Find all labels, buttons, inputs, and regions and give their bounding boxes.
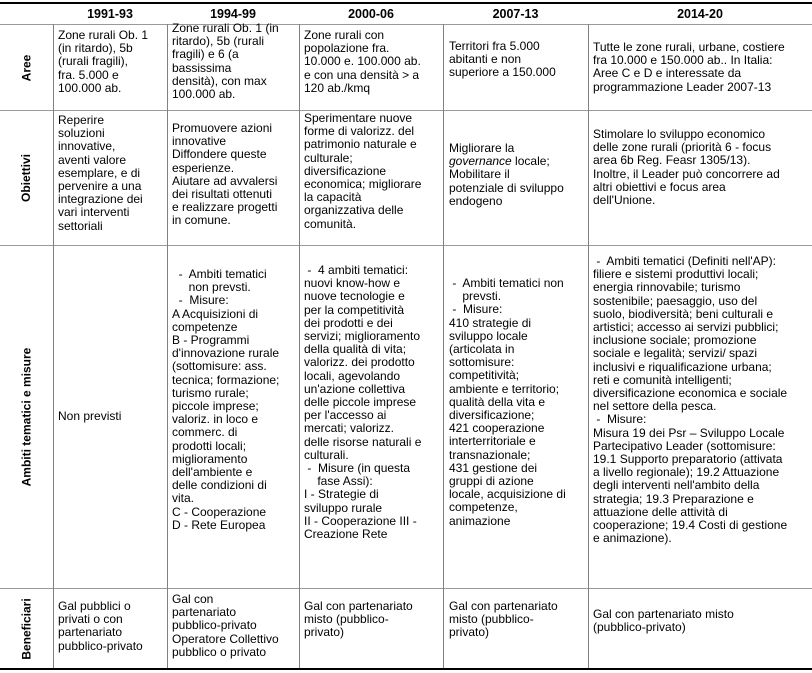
cell-beneficiari-1994: Gal con partenariato pubblico-privato Operatore Collettivo pubblico o privato <box>172 593 279 659</box>
column-header: 2000-06 <box>348 7 394 21</box>
row-label-beneficiari <box>0 589 53 668</box>
cell-beneficiari-2000: Gal con partenariato misto (pubblico- privato) <box>304 600 413 640</box>
cell-obiettivi-2014: Stimolare lo sviluppo economico delle zone rurali (priorità 6 - focus area 6b Reg. Feasr 1305/13). Inoltre, il Leader può concorrere ad altri obiettivi e focus area dell'Unione. <box>593 128 780 208</box>
column-divider <box>588 24 589 668</box>
column-divider <box>53 24 54 668</box>
row-label-text: Aree <box>19 54 34 81</box>
row-divider <box>0 110 812 111</box>
table-bottom-rule <box>0 668 812 670</box>
row-divider <box>0 245 812 246</box>
cell-aree-2007: Territori fra 5.000 abitanti e non superiore a 150.000 <box>449 40 556 80</box>
column-header: 2014-20 <box>677 7 723 21</box>
cell-beneficiari-1991: Gal pubblici o privati o con partenariato pubblico-privato <box>58 600 143 653</box>
cell-obiettivi-1991: Reperire soluzioni innovative, aventi valore esemplare, e di pervenire a una integrazione dei vari interventi settoriali <box>58 114 143 233</box>
column-divider <box>167 24 168 668</box>
cell-ambiti-1991: Non previsti <box>58 410 122 423</box>
row-label-ambiti <box>0 246 53 588</box>
table-top-rule <box>0 2 812 4</box>
cell-beneficiari-2014: Gal con partenariato misto (pubblico-privato) <box>593 608 734 635</box>
column-divider <box>299 24 300 668</box>
column-divider <box>443 24 444 668</box>
column-header: 2007-13 <box>492 7 539 21</box>
italic-term: governance <box>449 154 512 169</box>
cell-ambiti-2000: - 4 ambiti tematici: nuovi know-how e nuove tecnologie e per la competitività dei prodotti e dei servizi; miglioramento della qualità di vita; valorizz. dei prodotto locali, agevolando un'azione collettiva delle piccole imprese per l'accesso ai mercati; valorizz. delle risorse naturali e culturali. - Misure (in questa fase Assi): I - Strategie di sviluppo rurale II - Cooperazione III - Creazione Rete <box>304 264 422 542</box>
column-header: 1991-93 <box>87 7 133 21</box>
cell-ambiti-2007: - Ambiti tematici non prevsti. - Misure: 410 strategie di sviluppo locale (articolata in sottomisure: competitività; ambiente e territorio; qualità della vita e diversificazione; 421 cooperazione interterritoriale e transnazionale; 431 gestione dei gruppi di azione locale, acquisizione di competenze, animazione <box>449 277 566 528</box>
cell-aree-2000: Zone rurali con popolazione fra. 10.000 e. 100.000 ab. e con una densità > a 120 ab./kmq <box>304 29 421 95</box>
column-header: 1994-99 <box>210 7 256 21</box>
cell-beneficiari-2007: Gal con partenariato misto (pubblico- privato) <box>449 600 558 640</box>
cell-obiettivi-2007: Migliorare la governance locale; Mobilitare il potenziale di sviluppo endogeno <box>449 142 564 208</box>
cell-aree-1994: Zone rurali Ob. 1 (in ritardo), 5b (rurali fragili) e 6 (a bassissima densità), con max 100.000 ab. <box>172 22 279 102</box>
row-label-aree <box>0 25 53 110</box>
cell-obiettivi-2000: Sperimentare nuove forme di valorizz. del patrimonio naturale e culturale; diversificazione economica; migliorare la capacità organizzativa delle comunità. <box>304 112 422 231</box>
cell-ambiti-2014: - Ambiti tematici (Definiti nell'AP): filiere e sistemi produttivi locali; energia rinnovabile; turismo sostenibile; paesaggio, uso del suolo, biodiversità; beni culturali e artistici; accesso ai servizi pubblici; inclusione sociale; promozione sociale e legalità; servizi/ spazi inclusivi e riqualificazione urbana; reti e comunità intelligenti; diversificazione economica e sociale nel settore della pesca. - Misure: Misura 19 dei Psr – Sviluppo Locale Partecipativo Leader (sottomisure: 19.1 Supporto preparatorio (attivata a livello regionale); 19.2 Attuazione degli interventi nell'ambito della strategia; 19.3 Preparazione e attuazione delle attività di cooperazione; 19.4 Costi di gestione e animazione). <box>593 255 788 546</box>
cell-obiettivi-1994: Promuovere azioni innovative Diffondere queste esperienze. Aiutare ad avvalersi dei risultati ottenuti e realizzare progetti in comune. <box>172 122 278 228</box>
cell-ambiti-1994: - Ambiti tematici non prevsti. - Misure: A Acquisizioni di competenze B - Programmi d'innovazione rurale (sottomisure: ass. tecnica; formazione; turismo rurale; piccole imprese; valoriz. in loco e commerc. di prodotti locali; miglioramento dell'ambiente e delle condizioni di vita. C - Cooperazione D - Rete Europea <box>172 268 280 532</box>
row-label-text: Beneficiari <box>19 597 34 660</box>
row-divider <box>0 588 812 589</box>
row-label-text: Ambiti tematici e misure <box>19 347 34 487</box>
header-bottom-rule <box>0 24 812 25</box>
row-label-obiettivi <box>0 111 53 245</box>
cell-aree-2014: Tutte le zone rurali, urbane, costiere fra 10.000 e 150.000 ab.. In Italia: Aree C e D e interessate da programmazione Leader 2007-13 <box>593 41 785 94</box>
row-label-text: Obiettivi <box>19 153 34 203</box>
cell-aree-1991: Zone rurali Ob. 1 (in ritardo), 5b (rurali fragili), fra. 5.000 e 100.000 ab. <box>58 29 149 95</box>
